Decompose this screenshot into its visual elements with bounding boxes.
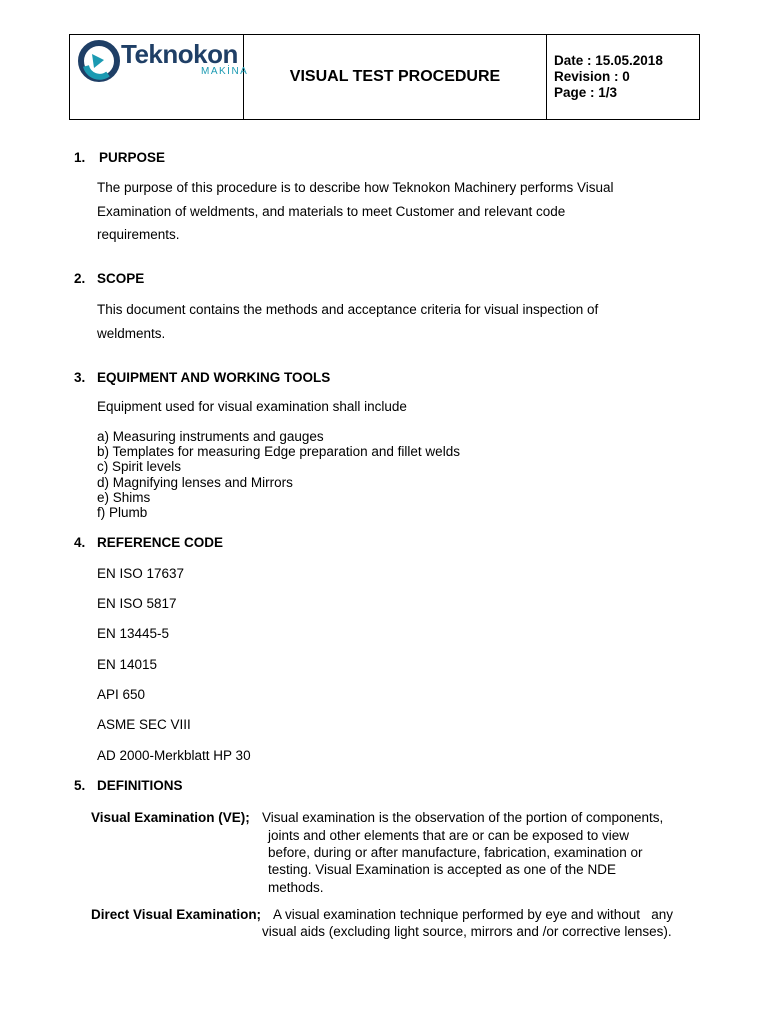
definition-line: methods. [268,879,324,895]
list-item: f) Plumb [97,505,148,521]
list-item: d) Magnifying lenses and Mirrors [97,474,293,490]
definition-line: testing. Visual Examination is accepted as one of the NDE [268,862,616,878]
definition-text-dve-second: visual aids (excluding light source, mirrors and /or corrective lenses). [262,924,672,939]
paragraph-line: This document contains the methods and acceptance criteria for visual inspection of [97,302,599,317]
document-header [69,34,700,120]
definition-term-ve: Visual Examination (VE); [91,810,250,825]
teknokon-logo-icon [78,40,120,82]
reference-code-item: EN 14015 [97,657,158,672]
reference-code-item: EN ISO 5817 [97,596,177,611]
section-heading-definitions: DEFINITIONS [97,778,183,793]
reference-code-item: EN 13445-5 [97,626,170,641]
paragraph-line: weldments. [97,325,166,341]
equipment-list [97,429,460,520]
reference-code-item: AD 2000-Merkblatt HP 30 [97,748,251,763]
definition-text-ve [268,827,642,896]
definition-term-dve: Direct Visual Examination; [91,907,262,922]
reference-code-item: EN ISO 17637 [97,566,185,581]
section-heading-reference: REFERENCE CODE [97,535,224,550]
section-number: 5. [74,778,86,793]
section-number: 2. [74,271,86,286]
definition-line: before, during or after manufacture, fabrication, examination or [268,845,643,861]
list-item: b) Templates for measuring Edge preparation and fillet welds [97,444,460,460]
revision-label: Revision : 0 [554,69,630,84]
definition-text-ve-first: Visual examination is the observation of the portion of components, [262,810,664,825]
reference-code-item: ASME SEC VIII [97,717,191,732]
reference-code-item: API 650 [97,687,146,702]
definition-text-dve-first: A visual examination technique performed by eye and without any [273,907,673,922]
list-item: a) Measuring instruments and gauges [97,429,324,444]
scope-paragraph [97,298,598,345]
definition-line: joints and other elements that are or can be exposed to view [268,828,629,843]
equipment-intro: Equipment used for visual examination shall include [97,399,407,414]
logo-name: Teknokon [121,39,238,69]
section-heading-scope: SCOPE [97,271,145,286]
document-title: VISUAL TEST PROCEDURE [244,35,547,119]
paragraph-line: Examination of weldments, and materials to meet Customer and relevant code [97,203,566,219]
purpose-paragraph [97,176,614,247]
logo-subtitle: MAKİNA [201,66,249,77]
paragraph-line: requirements. [97,227,180,242]
document-meta [547,35,699,119]
section-heading-purpose: PURPOSE [99,150,166,165]
list-item: c) Spirit levels [97,459,182,475]
section-number: 3. [74,370,86,385]
section-number: 1. [74,150,86,165]
list-item: e) Shims [97,489,151,505]
section-number: 4. [74,535,86,550]
page-label: Page : 1/3 [554,85,618,100]
date-label: Date : 15.05.2018 [554,53,663,68]
paragraph-line: The purpose of this procedure is to describe how Teknokon Machinery performs Visual [97,180,614,195]
section-heading-equipment: EQUIPMENT AND WORKING TOOLS [97,370,331,385]
logo-cell [70,35,249,119]
